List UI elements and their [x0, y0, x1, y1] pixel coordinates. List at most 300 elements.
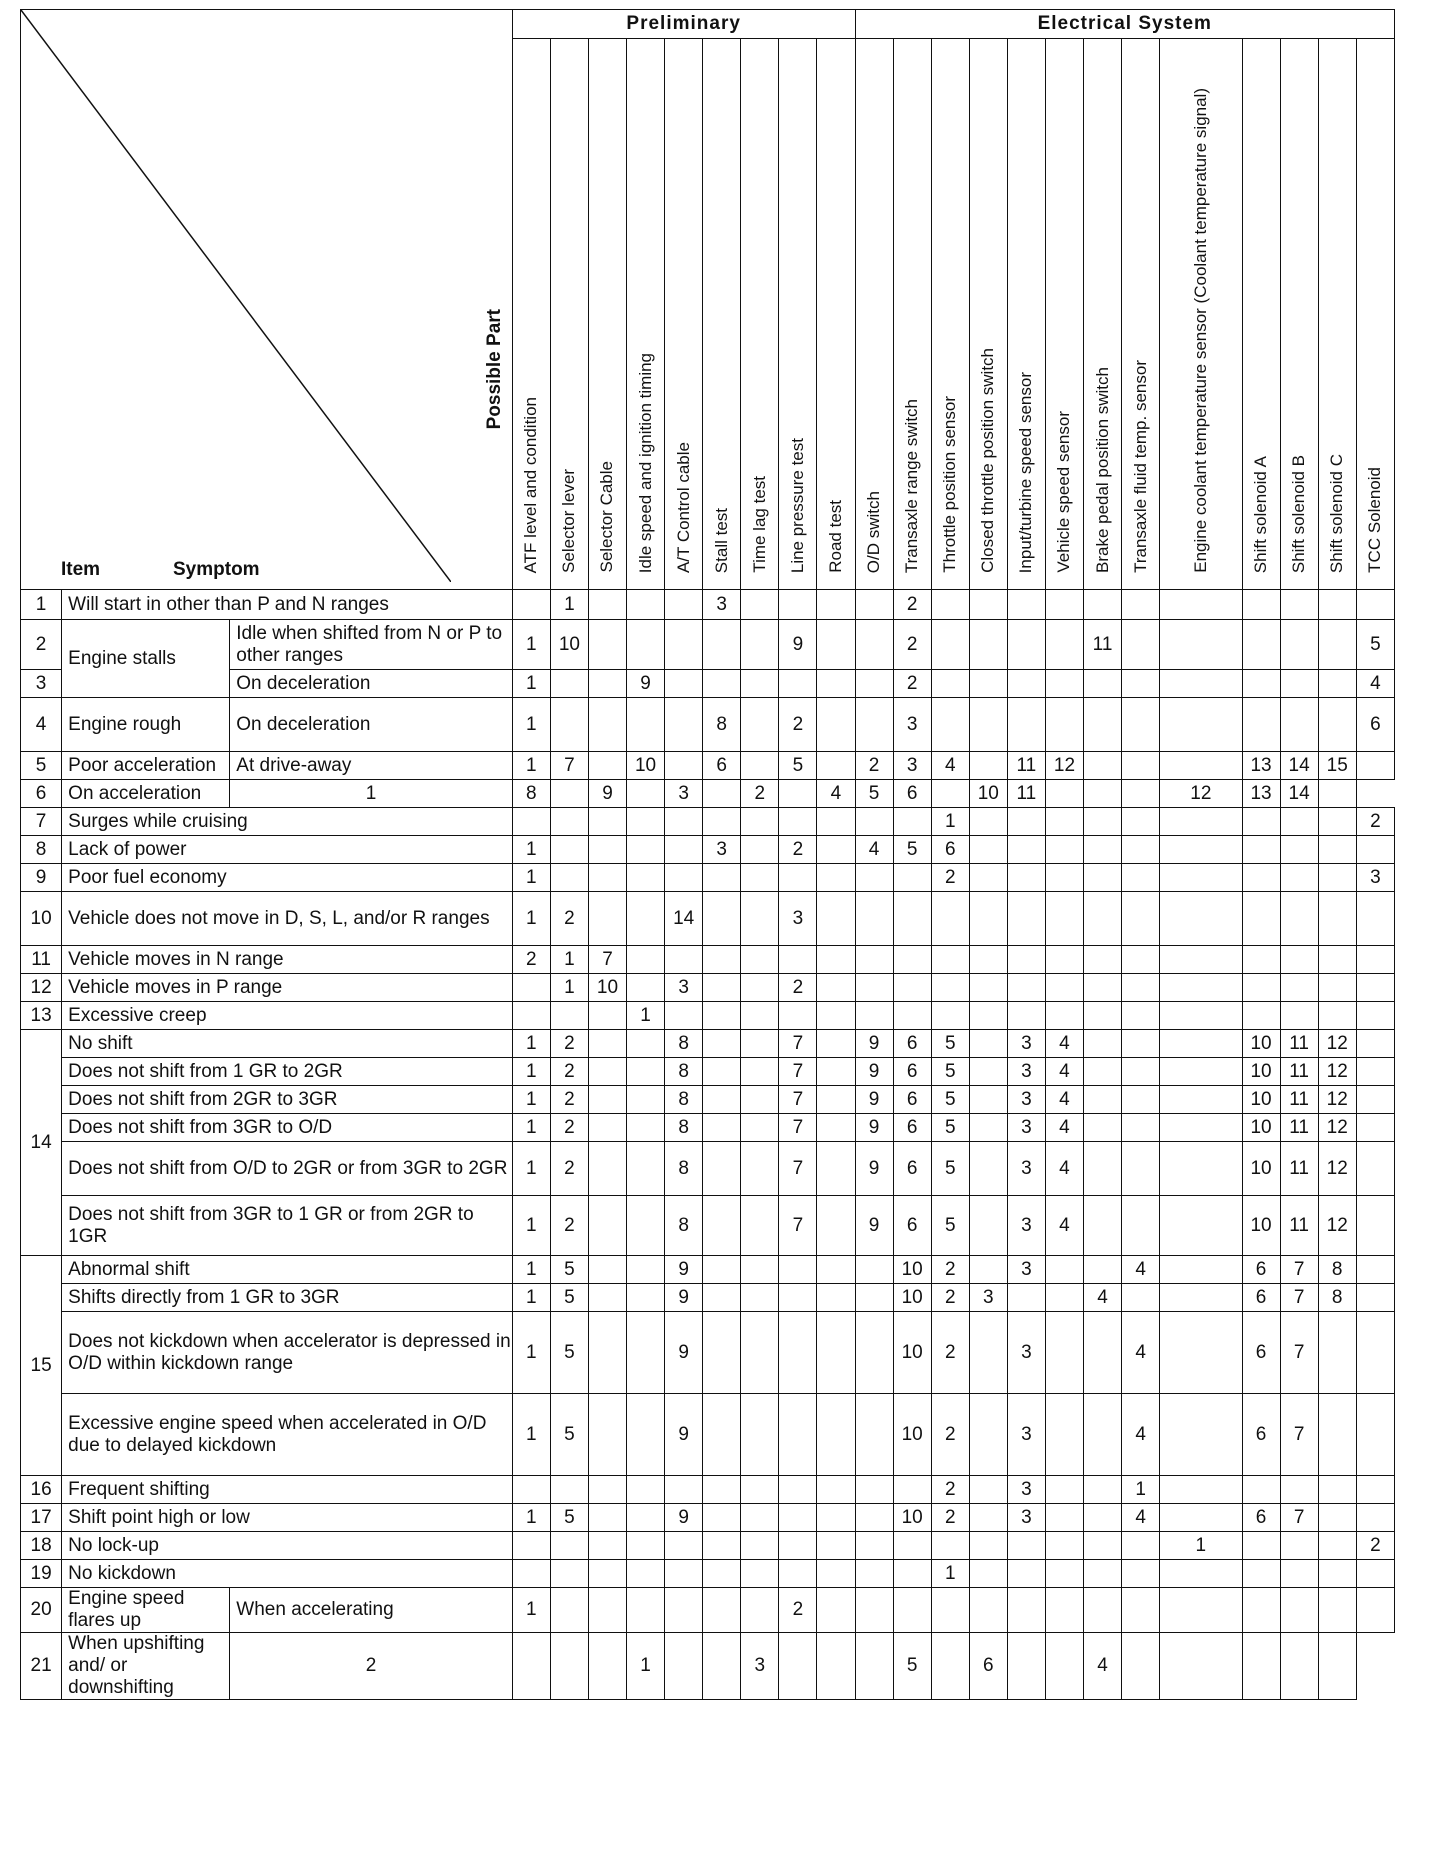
- column-header: [588, 39, 626, 590]
- cell-value: [1280, 946, 1318, 974]
- cell-value: [1356, 1002, 1394, 1030]
- cell-value: [665, 1633, 703, 1700]
- cell-value: 10: [969, 780, 1007, 808]
- cell-value: [1122, 1086, 1160, 1114]
- symptom-header: Symptom: [173, 559, 260, 580]
- cell-value: [1084, 1504, 1122, 1532]
- column-header-label: Road test: [825, 500, 845, 573]
- cell-value: [1084, 1394, 1122, 1476]
- cell-value: [817, 1560, 855, 1588]
- cell-value: [1084, 1256, 1122, 1284]
- cell-value: [703, 1196, 741, 1256]
- cell-value: 10: [1242, 1086, 1280, 1114]
- cell-value: [627, 974, 665, 1002]
- cell-value: [1160, 864, 1242, 892]
- cell-value: [1356, 974, 1394, 1002]
- cell-value: 2: [855, 752, 893, 780]
- column-header-label: Vehicle speed sensor: [1054, 411, 1074, 573]
- cell-value: [1084, 864, 1122, 892]
- cell-value: [893, 1002, 931, 1030]
- cell-value: [817, 1256, 855, 1284]
- cell-value: [627, 1284, 665, 1312]
- cell-value: 4: [817, 780, 855, 808]
- cell-value: [817, 620, 855, 670]
- cell-value: [1318, 836, 1356, 864]
- cell-value: [1045, 1504, 1083, 1532]
- cell-value: [1356, 946, 1394, 974]
- item-number: 20: [21, 1588, 62, 1633]
- cell-value: [1045, 836, 1083, 864]
- cell-value: 1: [512, 620, 550, 670]
- cell-value: [855, 1312, 893, 1394]
- cell-value: [1318, 620, 1356, 670]
- symptom-text: Excessive engine speed when accelerated in O/D due to delayed kickdown: [62, 1394, 513, 1476]
- cell-value: [550, 1633, 588, 1700]
- cell-value: [741, 1196, 779, 1256]
- cell-value: [1160, 1058, 1242, 1086]
- column-header: [741, 39, 779, 590]
- cell-value: [855, 1588, 893, 1633]
- cell-value: [1356, 1256, 1394, 1284]
- cell-value: [969, 1504, 1007, 1532]
- cell-value: [1356, 752, 1394, 780]
- cell-value: [1160, 1196, 1242, 1256]
- cell-value: 2: [893, 620, 931, 670]
- item-header: Item: [61, 559, 101, 580]
- cell-value: [969, 1532, 1007, 1560]
- cell-value: 1: [512, 1588, 550, 1633]
- cell-value: [1160, 1476, 1242, 1504]
- symptom-text: Will start in other than P and N ranges: [62, 590, 513, 620]
- item-number: 14: [21, 1030, 62, 1256]
- cell-value: 6: [1242, 1284, 1280, 1312]
- cell-value: [1160, 1560, 1242, 1588]
- cell-value: [703, 1030, 741, 1058]
- table-row: [21, 836, 1395, 864]
- cell-value: 4: [1084, 1633, 1122, 1700]
- item-number: 6: [21, 780, 62, 808]
- cell-value: 5: [550, 1256, 588, 1284]
- column-header-label: Stall test: [711, 507, 731, 573]
- item-number: 9: [21, 864, 62, 892]
- cell-value: [931, 620, 969, 670]
- cell-value: [665, 1532, 703, 1560]
- cell-value: [588, 1504, 626, 1532]
- cell-value: [665, 946, 703, 974]
- cell-value: 9: [665, 1312, 703, 1394]
- symptom-text: Frequent shifting: [62, 1476, 513, 1504]
- cell-value: 12: [1318, 1196, 1356, 1256]
- cell-value: [855, 1284, 893, 1312]
- possible-part-label: Possible Part: [483, 308, 505, 429]
- cell-value: [969, 1312, 1007, 1394]
- cell-value: [1007, 1532, 1045, 1560]
- symptom-condition: When upshifting and/ or downshifting: [62, 1633, 230, 1700]
- cell-value: [1045, 1284, 1083, 1312]
- cell-value: 1: [512, 1058, 550, 1086]
- cell-value: [779, 1633, 817, 1700]
- symptom-text: Vehicle moves in P range: [62, 974, 513, 1002]
- cell-value: 2: [931, 1284, 969, 1312]
- cell-value: 3: [741, 1633, 779, 1700]
- cell-value: 2: [931, 1504, 969, 1532]
- cell-value: [1122, 946, 1160, 974]
- cell-value: [703, 1532, 741, 1560]
- cell-value: [741, 590, 779, 620]
- column-header: [1160, 39, 1242, 590]
- cell-value: 5: [1356, 620, 1394, 670]
- cell-value: [703, 1114, 741, 1142]
- cell-value: [1160, 1633, 1242, 1700]
- cell-value: 4: [1045, 1114, 1083, 1142]
- cell-value: [1045, 1394, 1083, 1476]
- cell-value: [817, 590, 855, 620]
- cell-value: 4: [1045, 1030, 1083, 1058]
- cell-value: [1045, 1633, 1083, 1700]
- cell-value: 4: [1045, 1196, 1083, 1256]
- cell-value: [1160, 836, 1242, 864]
- cell-value: [779, 1476, 817, 1504]
- cell-value: [1084, 1002, 1122, 1030]
- cell-value: [1160, 620, 1242, 670]
- cell-value: [588, 1532, 626, 1560]
- cell-value: [817, 808, 855, 836]
- cell-value: [703, 1560, 741, 1588]
- column-header: [1318, 39, 1356, 590]
- cell-value: [1318, 1560, 1356, 1588]
- cell-value: [1356, 1560, 1394, 1588]
- cell-value: [1160, 1394, 1242, 1476]
- symptom-condition: On deceleration: [230, 670, 513, 698]
- cell-value: 6: [893, 780, 931, 808]
- cell-value: [893, 1532, 931, 1560]
- cell-value: [665, 590, 703, 620]
- table-row: [21, 864, 1395, 892]
- cell-value: [1318, 892, 1356, 946]
- cell-value: [1122, 1588, 1160, 1633]
- cell-value: [627, 1588, 665, 1633]
- symptom-text: Does not shift from 1 GR to 2GR: [62, 1058, 513, 1086]
- cell-value: 13: [1242, 752, 1280, 780]
- cell-value: 1: [550, 974, 588, 1002]
- cell-value: [741, 946, 779, 974]
- cell-value: 3: [1007, 1030, 1045, 1058]
- column-header-label: Idle speed and ignition timing: [635, 352, 655, 573]
- cell-value: 4: [1122, 1312, 1160, 1394]
- table-row: [21, 1114, 1395, 1142]
- cell-value: 7: [1280, 1504, 1318, 1532]
- item-number: 4: [21, 698, 62, 752]
- symptom-condition: Idle when shifted from N or P to other ranges: [230, 620, 513, 670]
- cell-value: [1122, 1058, 1160, 1086]
- cell-value: [550, 1532, 588, 1560]
- column-header: [1122, 39, 1160, 590]
- cell-value: 1: [512, 1142, 550, 1196]
- cell-value: 7: [779, 1058, 817, 1086]
- cell-value: [741, 1284, 779, 1312]
- cell-value: [665, 864, 703, 892]
- cell-value: [1318, 1312, 1356, 1394]
- cell-value: 2: [893, 670, 931, 698]
- cell-value: 5: [931, 1114, 969, 1142]
- cell-value: [969, 1588, 1007, 1633]
- symptom-condition: On deceleration: [230, 698, 513, 752]
- cell-value: [817, 1030, 855, 1058]
- cell-value: 14: [1280, 752, 1318, 780]
- cell-value: [1045, 698, 1083, 752]
- symptom-text: Poor fuel economy: [62, 864, 513, 892]
- cell-value: [817, 1002, 855, 1030]
- cell-value: [1318, 670, 1356, 698]
- cell-value: [893, 1588, 931, 1633]
- cell-value: [817, 1504, 855, 1532]
- cell-value: [512, 974, 550, 1002]
- column-header-label: Line pressure test: [787, 437, 807, 573]
- cell-value: 11: [1280, 1058, 1318, 1086]
- cell-value: [588, 892, 626, 946]
- table-row: [21, 1030, 1395, 1058]
- cell-value: 10: [1242, 1196, 1280, 1256]
- cell-value: 3: [1007, 1196, 1045, 1256]
- cell-value: [1160, 670, 1242, 698]
- cell-value: 2: [550, 892, 588, 946]
- cell-value: [969, 1256, 1007, 1284]
- column-header-label: Brake pedal position switch: [1092, 366, 1112, 573]
- cell-value: 10: [893, 1256, 931, 1284]
- item-number: 19: [21, 1560, 62, 1588]
- cell-value: [1084, 1312, 1122, 1394]
- cell-value: [588, 1058, 626, 1086]
- cell-value: 3: [893, 698, 931, 752]
- cell-value: [1122, 590, 1160, 620]
- cell-value: 1: [512, 1394, 550, 1476]
- cell-value: [779, 808, 817, 836]
- cell-value: [741, 1532, 779, 1560]
- cell-value: [741, 864, 779, 892]
- cell-value: [1356, 1284, 1394, 1312]
- cell-value: 9: [588, 780, 626, 808]
- column-header-label: Engine coolant temperature sensor (Coolant temperature signal): [1190, 88, 1210, 573]
- cell-value: 7: [1280, 1312, 1318, 1394]
- cell-value: [817, 1633, 855, 1700]
- column-header: [1242, 39, 1280, 590]
- cell-value: [1045, 620, 1083, 670]
- cell-value: [588, 752, 626, 780]
- cell-value: [588, 1633, 626, 1700]
- cell-value: [703, 1058, 741, 1086]
- cell-value: [1122, 974, 1160, 1002]
- cell-value: [703, 1588, 741, 1633]
- cell-value: [703, 946, 741, 974]
- cell-value: [817, 946, 855, 974]
- cell-value: [1242, 1633, 1280, 1700]
- cell-value: [1280, 864, 1318, 892]
- cell-value: [1084, 974, 1122, 1002]
- cell-value: [1160, 698, 1242, 752]
- cell-value: [665, 808, 703, 836]
- cell-value: [627, 1086, 665, 1114]
- cell-value: [741, 1002, 779, 1030]
- cell-value: [550, 1476, 588, 1504]
- cell-value: [588, 1142, 626, 1196]
- cell-value: [1045, 1002, 1083, 1030]
- cell-value: 7: [1280, 1284, 1318, 1312]
- cell-value: [1007, 864, 1045, 892]
- cell-value: [588, 1030, 626, 1058]
- cell-value: [893, 946, 931, 974]
- cell-value: 1: [230, 780, 513, 808]
- cell-value: [931, 892, 969, 946]
- symptom-text: Lack of power: [62, 836, 513, 864]
- cell-value: [627, 1196, 665, 1256]
- cell-value: [855, 892, 893, 946]
- cell-value: [1007, 974, 1045, 1002]
- cell-value: [1122, 1142, 1160, 1196]
- cell-value: [627, 946, 665, 974]
- item-number: 13: [21, 1002, 62, 1030]
- cell-value: [1084, 1086, 1122, 1114]
- cell-value: [741, 1142, 779, 1196]
- cell-value: 1: [1160, 1532, 1242, 1560]
- cell-value: [969, 1086, 1007, 1114]
- symptom-group: Engine speed flares up: [62, 1588, 230, 1633]
- cell-value: [665, 1560, 703, 1588]
- cell-value: [779, 946, 817, 974]
- cell-value: 2: [779, 1588, 817, 1633]
- cell-value: [627, 892, 665, 946]
- cell-value: [855, 1002, 893, 1030]
- cell-value: [1007, 670, 1045, 698]
- table-row: [21, 974, 1395, 1002]
- cell-value: [550, 1588, 588, 1633]
- cell-value: [703, 1633, 741, 1700]
- cell-value: [1007, 808, 1045, 836]
- cell-value: [1122, 808, 1160, 836]
- cell-value: [1084, 670, 1122, 698]
- table-row: [21, 1588, 1395, 1633]
- cell-value: [817, 670, 855, 698]
- symptom-text: Abnormal shift: [62, 1256, 513, 1284]
- column-header-label: Shift solenoid B: [1289, 454, 1309, 573]
- cell-value: [969, 946, 1007, 974]
- cell-value: [1045, 946, 1083, 974]
- cell-value: 3: [1007, 1058, 1045, 1086]
- cell-value: [1160, 974, 1242, 1002]
- symptom-text: Surges while cruising: [62, 808, 513, 836]
- cell-value: [817, 1196, 855, 1256]
- cell-value: 5: [931, 1196, 969, 1256]
- cell-value: [703, 864, 741, 892]
- cell-value: [817, 1476, 855, 1504]
- cell-value: [893, 892, 931, 946]
- cell-value: 12: [1318, 1030, 1356, 1058]
- cell-value: 7: [779, 1114, 817, 1142]
- cell-value: [1084, 1588, 1122, 1633]
- cell-value: [703, 1476, 741, 1504]
- column-header-label: A/T Control cable: [673, 441, 693, 573]
- cell-value: 1: [512, 1030, 550, 1058]
- cell-value: 1: [627, 1002, 665, 1030]
- cell-value: [1084, 780, 1122, 808]
- cell-value: [741, 1312, 779, 1394]
- item-number: 15: [21, 1256, 62, 1476]
- cell-value: [703, 1504, 741, 1532]
- cell-value: 1: [512, 752, 550, 780]
- cell-value: [627, 1114, 665, 1142]
- cell-value: 2: [779, 836, 817, 864]
- cell-value: [1356, 590, 1394, 620]
- table-row: [21, 1532, 1395, 1560]
- cell-value: [1318, 780, 1356, 808]
- cell-value: [1122, 1002, 1160, 1030]
- cell-value: 9: [779, 620, 817, 670]
- cell-value: 3: [1356, 864, 1394, 892]
- table-row: [21, 752, 1395, 780]
- cell-value: [588, 1002, 626, 1030]
- cell-value: [741, 1058, 779, 1086]
- cell-value: [1318, 1476, 1356, 1504]
- cell-value: [969, 864, 1007, 892]
- cell-value: 11: [1084, 620, 1122, 670]
- table-row: [21, 1633, 1395, 1700]
- cell-value: 1: [512, 1504, 550, 1532]
- cell-value: [627, 1142, 665, 1196]
- cell-value: 1: [931, 808, 969, 836]
- cell-value: 7: [779, 1086, 817, 1114]
- cell-value: [588, 1284, 626, 1312]
- cell-value: [1242, 1532, 1280, 1560]
- cell-value: [817, 1086, 855, 1114]
- cell-value: 6: [893, 1058, 931, 1086]
- cell-value: 1: [627, 1633, 665, 1700]
- cell-value: 10: [550, 620, 588, 670]
- cell-value: 8: [665, 1058, 703, 1086]
- cell-value: 4: [1122, 1394, 1160, 1476]
- cell-value: [1318, 974, 1356, 1002]
- cell-value: 14: [665, 892, 703, 946]
- cell-value: 9: [855, 1030, 893, 1058]
- column-header: [550, 39, 588, 590]
- symptom-text: Does not kickdown when accelerator is depressed in O/D within kickdown range: [62, 1312, 513, 1394]
- cell-value: 8: [665, 1086, 703, 1114]
- cell-value: [703, 1142, 741, 1196]
- cell-value: [893, 864, 931, 892]
- cell-value: [703, 1284, 741, 1312]
- cell-value: 2: [1356, 808, 1394, 836]
- cell-value: [1007, 1002, 1045, 1030]
- cell-value: [855, 974, 893, 1002]
- cell-value: 7: [779, 1030, 817, 1058]
- cell-value: [1242, 620, 1280, 670]
- cell-value: [703, 620, 741, 670]
- cell-value: 1: [512, 864, 550, 892]
- symptom-group: Engine stalls: [62, 620, 230, 698]
- column-header: [779, 39, 817, 590]
- cell-value: 1: [512, 1114, 550, 1142]
- cell-value: 6: [969, 1633, 1007, 1700]
- cell-value: [1242, 808, 1280, 836]
- cell-value: [1007, 946, 1045, 974]
- cell-value: [665, 1476, 703, 1504]
- cell-value: 12: [1318, 1058, 1356, 1086]
- cell-value: [627, 1476, 665, 1504]
- cell-value: 7: [1280, 1256, 1318, 1284]
- symptom-text: Shifts directly from 1 GR to 3GR: [62, 1284, 513, 1312]
- cell-value: [1007, 892, 1045, 946]
- cell-value: [1007, 836, 1045, 864]
- table-row: [21, 590, 1395, 620]
- cell-value: [588, 1312, 626, 1394]
